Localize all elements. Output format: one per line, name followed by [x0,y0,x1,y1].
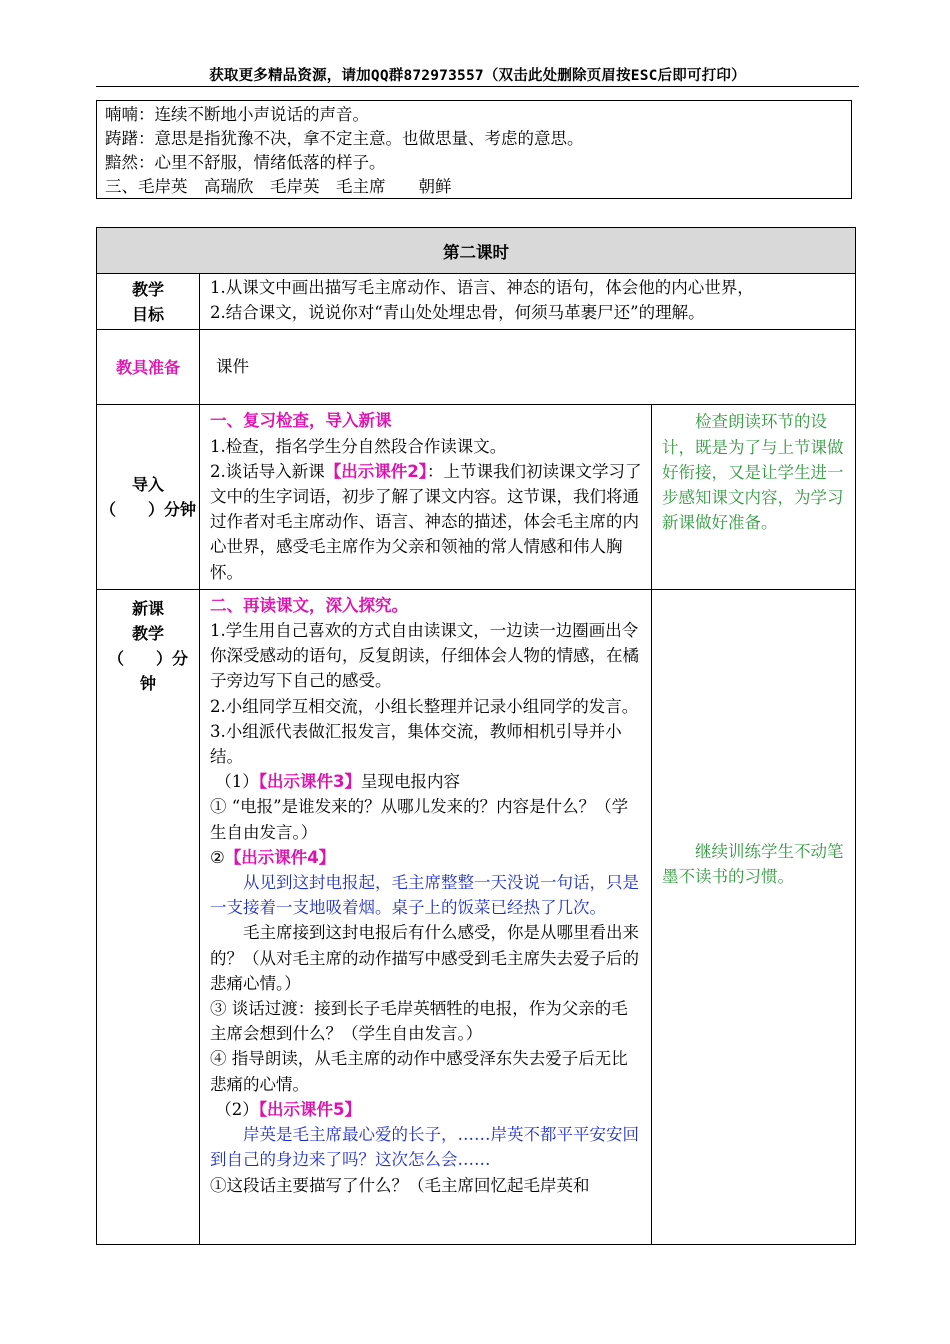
new-label-line: （ ）分 [107,648,188,668]
lesson-title: 第二课时 [97,228,856,274]
sub-2-prefix: （2） [215,1099,259,1119]
sub-1 [210,769,643,794]
lesson-table [96,227,856,1245]
intro-content [200,405,652,589]
sub-1-text: 呈现电报内容 [360,772,460,792]
question-4: ④ 指导朗读，从毛主席的动作中感受泽东失去爱子后无比悲痛的心情。 [210,1049,628,1094]
goals-row [97,274,856,330]
new-label [97,589,200,1244]
courseware-tag: 【出示课件4】 [224,847,336,867]
new-content [200,589,652,1244]
question-3: ③ 谈话过渡：接到长子毛岸英牺牲的电报，作为父亲的毛主席会想到什么？（学生自由发言。） [210,999,628,1044]
intro-p1: 1.检查，指名学生分自然段合作读课文。 [210,436,507,456]
new-p2: 2.小组同学互相交流，小组长整理并记录小组同学的发言。 [210,696,639,716]
courseware-tag: 【出示课件2】 [324,461,427,481]
intro-note: 检查朗读环节的设计，既是为了与上节课做好衔接，又是让学生进一步感知课文内容，为学习新课做好准备。 [652,405,856,589]
para-1: 毛主席接到这封电报后有什么感受，你是从哪里看出来的？（从对毛主席的动作描写中感受到毛主席失去爱子后的悲痛心情。） [210,923,639,993]
question-1: ① “电报”是谁发来的？从哪儿发来的？内容是什么？（学生自由发言。） [210,797,629,842]
courseware-tag: 【出示课件5】 [258,1099,361,1119]
tools-value: 课件 [200,330,856,405]
question-2 [210,845,643,870]
new-p3: 3.小组派代表做汇报发言，集体交流，教师相机引导并小结。 [210,721,622,767]
new-p1: 1.学生用自己喜欢的方式自由读课文，一边读一边圈画出令你深受感动的语句，反复朗读，仔细体会人物的情感，在橘子旁边写下自己的感受。 [210,621,639,691]
new-heading: 二、再读课文，深入探究。 [210,595,408,615]
goals-label [97,274,200,330]
intro-p2 [210,459,643,585]
sub-2 [210,1097,643,1122]
goal-item: 2.结合课文，说说你对“青山处处埋忠骨，何须马革裹尸还”的理解。 [210,303,705,323]
goals-label-line: 教学 [131,279,164,299]
intro-row [97,405,856,589]
question-5: ①这段话主要描写了什么？（毛主席回忆起毛岸英和 [210,1175,590,1195]
new-label-line: 新课 [131,598,164,618]
goal-item: 1.从课文中画出描写毛主席动作、语言、神态的语句，体会他的内心世界， [210,278,754,297]
intro-label-line: （ ）分钟 [99,500,196,520]
intro-label [97,405,200,589]
quote-2: 岸英是毛主席最心爱的长子，……岸英不都平平安安回到自己的身边来了吗？这次怎么会…… [210,1125,639,1170]
quote-1: 从见到这封电报起，毛主席整整一天没说一句话，只是一支接着一支地吸着烟。桌子上的饭菜已经热了几次。 [210,873,639,918]
page-header: 获取更多精品资源，请加QQ群872973557（双击此处删除页眉按ESC后即可打印） [209,68,746,84]
intro-p2-prefix: 2.谈话导入新课 [210,461,325,481]
intro-p2-text: ：上节课我们初读课文学习了文中的生字词语，初步了解了课文内容。这节课，我们将通过作者对毛主席动作、语言、神态的描述，体会毛主席的内心世界，感受毛主席作为父亲和领袖的常人情感和伟人胸怀。 [210,461,642,582]
goals-label-line: 目标 [131,304,164,324]
goals-content [200,274,856,330]
vocab-line: 踌躇：意思是指犹豫不决，拿不定主意。也做思量、考虑的意思。 [105,129,584,148]
title-row [97,228,856,274]
header-rule [96,86,859,87]
question-2-prefix: ② [210,847,225,867]
tools-label: 教具准备 [97,330,200,405]
new-row [97,589,856,1244]
intro-label-line: 导入 [131,475,164,495]
new-label-line: 钟 [139,673,156,693]
vocab-box [96,100,852,199]
new-label-line: 教学 [131,623,164,643]
courseware-tag: 【出示课件3】 [258,772,361,792]
sub-1-prefix: （1） [215,772,259,792]
intro-heading: 一、复习检查，导入新课 [210,411,392,431]
vocab-line: 黯然：心里不舒服，情绪低落的样子。 [105,153,386,172]
vocab-line: 三、毛岸英 高瑞欣 毛岸英 毛主席 朝鲜 [105,177,452,196]
tools-row [97,330,856,405]
vocab-line: 喃喃：连续不断地小声说话的声音。 [105,105,369,124]
new-note: 继续训练学生不动笔墨不读书的习惯。 [652,589,856,1244]
